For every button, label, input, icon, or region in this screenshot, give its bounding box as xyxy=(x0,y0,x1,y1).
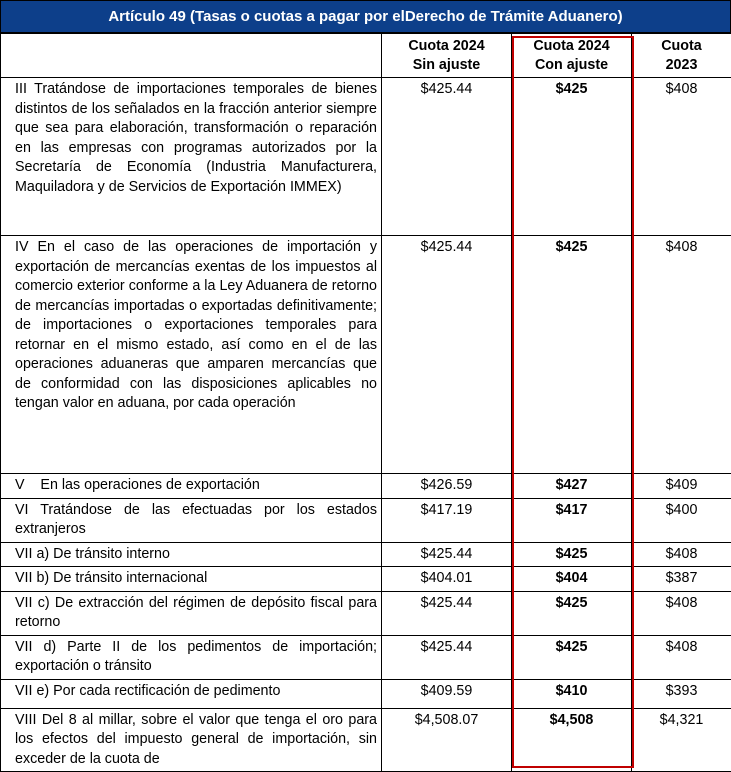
row-cuota-2023: $4,321 xyxy=(632,708,731,772)
table-row xyxy=(1,78,731,236)
header-sin-ajuste-line2: Sin ajuste xyxy=(386,56,507,75)
table-row xyxy=(1,635,731,679)
row-cuota-2023: $400 xyxy=(632,498,731,542)
table-row xyxy=(1,708,731,772)
row-sin-ajuste: $4,508.07 xyxy=(382,708,512,772)
table-row xyxy=(1,542,731,567)
row-con-ajuste: $425 xyxy=(512,591,632,635)
row-sin-ajuste: $404.01 xyxy=(382,567,512,592)
fees-table xyxy=(0,33,731,772)
table-title: Artículo 49 (Tasas o cuotas a pagar por elDerecho de Trámite Aduanero) xyxy=(0,0,731,33)
header-description xyxy=(1,34,382,78)
row-con-ajuste: $417 xyxy=(512,498,632,542)
row-con-ajuste: $404 xyxy=(512,567,632,592)
row-cuota-2023: $408 xyxy=(632,635,731,679)
table-row xyxy=(1,236,731,474)
row-con-ajuste: $425 xyxy=(512,236,632,474)
header-con-ajuste-line1: Cuota 2024 xyxy=(516,37,627,56)
row-sin-ajuste: $425.44 xyxy=(382,591,512,635)
row-description: VII c) De extracción del régimen de depósito fiscal para retorno xyxy=(1,591,382,635)
header-con-ajuste-line2: Con ajuste xyxy=(516,56,627,75)
row-cuota-2023: $393 xyxy=(632,679,731,708)
table-row xyxy=(1,567,731,592)
row-sin-ajuste: $409.59 xyxy=(382,679,512,708)
row-sin-ajuste: $426.59 xyxy=(382,474,512,499)
header-con-ajuste xyxy=(512,34,632,78)
row-description: VII e) Por cada rectificación de pedimento xyxy=(1,679,382,708)
header-cuota-2023-line2: 2023 xyxy=(636,56,727,75)
row-cuota-2023: $409 xyxy=(632,474,731,499)
table-row xyxy=(1,679,731,708)
row-description: VII b) De tránsito internacional xyxy=(1,567,382,592)
row-description: V En las operaciones de exportación xyxy=(1,474,382,499)
table-row xyxy=(1,498,731,542)
row-description: IV En el caso de las operaciones de importación y exportación de mercancías exentas de los impuestos al comercio exterior conforme a la Ley Aduanera de retorno de mercancías importadas o exportadas definitivamente; de importaciones o exportaciones temporales para retornar en el mismo estado, así como en el de las operaciones aduaneras que amparen mercancías que de conformidad con las disposiciones aplicables no tengan valor en aduana, por cada operación xyxy=(1,236,382,474)
row-description: VIII Del 8 al millar, sobre el valor que tenga el oro para los efectos del impuesto general de importación, sin exceder de la cuota de xyxy=(1,708,382,772)
row-sin-ajuste: $425.44 xyxy=(382,542,512,567)
row-sin-ajuste: $425.44 xyxy=(382,236,512,474)
header-row xyxy=(1,34,731,78)
header-sin-ajuste xyxy=(382,34,512,78)
table-row xyxy=(1,474,731,499)
row-con-ajuste: $425 xyxy=(512,78,632,236)
row-description: VI Tratándose de las efectuadas por los estados extranjeros xyxy=(1,498,382,542)
row-con-ajuste: $4,508 xyxy=(512,708,632,772)
row-description: VII d) Parte II de los pedimentos de importación; exportación o tránsito xyxy=(1,635,382,679)
row-con-ajuste: $427 xyxy=(512,474,632,499)
row-con-ajuste: $410 xyxy=(512,679,632,708)
row-cuota-2023: $408 xyxy=(632,591,731,635)
row-cuota-2023: $408 xyxy=(632,542,731,567)
row-sin-ajuste: $425.44 xyxy=(382,78,512,236)
row-con-ajuste: $425 xyxy=(512,542,632,567)
header-cuota-2023 xyxy=(632,34,731,78)
row-con-ajuste: $425 xyxy=(512,635,632,679)
row-cuota-2023: $387 xyxy=(632,567,731,592)
row-description: VII a) De tránsito interno xyxy=(1,542,382,567)
row-cuota-2023: $408 xyxy=(632,78,731,236)
row-description: III Tratándose de importaciones temporales de bienes distintos de los señalados en la fracción anterior siempre que sea para elaboración, transformación o reparación en las empresas con programas autorizados por la Secretaría de Economía (Industria Manufacturera, Maquiladora y de Servicios de Exportación IMMEX) xyxy=(1,78,382,236)
header-cuota-2023-line1: Cuota xyxy=(636,37,727,56)
table-row xyxy=(1,591,731,635)
row-sin-ajuste: $425.44 xyxy=(382,635,512,679)
row-sin-ajuste: $417.19 xyxy=(382,498,512,542)
header-sin-ajuste-line1: Cuota 2024 xyxy=(386,37,507,56)
row-cuota-2023: $408 xyxy=(632,236,731,474)
